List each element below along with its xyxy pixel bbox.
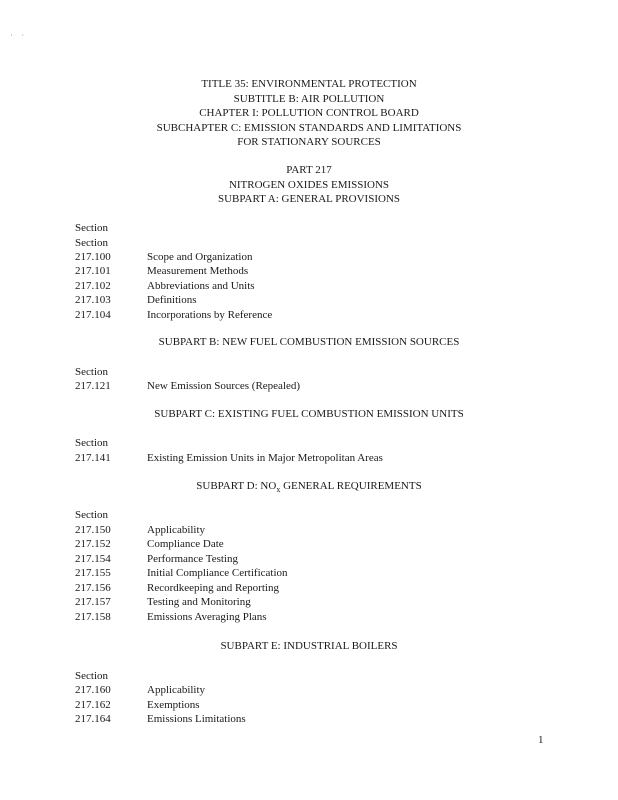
subpart-a-title: SUBPART A: GENERAL PROVISIONS: [218, 193, 400, 205]
subpart-b-title: SUBPART B: NEW FUEL COMBUSTION EMISSION SOURCES: [158, 336, 460, 348]
toc-entry: [0, 250, 618, 265]
section-number: 217.100: [75, 251, 111, 263]
toc-entry: [0, 279, 618, 294]
section-label-row: [0, 221, 618, 236]
section-name: Performance Testing: [147, 553, 238, 565]
section-number: 217.141: [75, 452, 111, 464]
toc-entry: [0, 552, 618, 567]
section-name: Abbreviations and Units: [147, 280, 255, 292]
section-label-row: [0, 365, 618, 380]
section-number: 217.101: [75, 265, 111, 277]
section-number: 217.121: [75, 380, 111, 392]
section-number: 217.104: [75, 309, 111, 321]
subchapter-line: SUBCHAPTER C: EMISSION STANDARDS AND LIMITATIONS: [156, 121, 462, 134]
section-name: Existing Emission Units in Major Metropolitan Areas: [147, 452, 383, 464]
section-label-row: [0, 669, 618, 684]
subtitle-line: SUBTITLE B: AIR POLLUTION: [233, 92, 385, 105]
subpart-c-title: SUBPART C: EXISTING FUEL COMBUSTION EMISSION UNITS: [154, 408, 464, 420]
section-name: Definitions: [147, 294, 197, 306]
document-header: [0, 77, 618, 150]
section-label: Section: [75, 222, 108, 234]
section-name: Compliance Date: [147, 538, 224, 550]
section-label: Section: [75, 366, 108, 378]
section-number: 217.154: [75, 553, 111, 565]
toc-entry: [0, 537, 618, 552]
toc-entry: [0, 451, 618, 466]
subpart-d-title-suffix: GENERAL REQUIREMENTS: [280, 480, 422, 492]
section-name: Incorporations by Reference: [147, 309, 273, 321]
section-label-row: [0, 508, 618, 523]
toc-entry: [0, 566, 618, 581]
toc-entry: [0, 264, 618, 279]
toc-entry: [0, 581, 618, 596]
section-label: Section: [75, 237, 108, 249]
toc-entry: [0, 293, 618, 308]
section-name: Measurement Methods: [147, 265, 249, 277]
toc-entry: [0, 523, 618, 538]
scan-speck: · ·: [10, 30, 28, 40]
section-label: Section: [75, 437, 108, 449]
section-name: Recordkeeping and Reporting: [147, 582, 279, 594]
section-label-row: [0, 236, 618, 251]
section-number: 217.156: [75, 582, 111, 594]
part-number: PART 217: [286, 164, 332, 176]
title-line: TITLE 35: ENVIRONMENTAL PROTECTION: [201, 78, 417, 90]
section-number: 217.160: [75, 684, 111, 696]
part-header: [0, 163, 618, 207]
section-number: 217.150: [75, 524, 111, 536]
part-title: NITROGEN OXIDES EMISSIONS: [228, 178, 390, 191]
section-number: 217.155: [75, 567, 111, 579]
section-number: 217.158: [75, 611, 111, 623]
section-name: Applicability: [147, 684, 206, 696]
section-name: Exemptions: [147, 699, 200, 711]
toc-entry: [0, 308, 618, 323]
section-label: Section: [75, 670, 108, 682]
section-number: 217.152: [75, 538, 111, 550]
section-number: 217.157: [75, 596, 111, 608]
section-number: 217.162: [75, 699, 111, 711]
section-number: 217.164: [75, 713, 111, 725]
section-name: Applicability: [147, 524, 206, 536]
toc-entry: [0, 698, 618, 713]
subchapter-line-2: FOR STATIONARY SOURCES: [237, 136, 381, 148]
chapter-line: CHAPTER I: POLLUTION CONTROL BOARD: [199, 107, 419, 119]
toc-entry: [0, 683, 618, 698]
toc-entry: [0, 595, 618, 610]
section-label: Section: [75, 509, 108, 521]
section-label-row: [0, 436, 618, 451]
section-number: 217.102: [75, 280, 111, 292]
subpart-d-title-prefix: SUBPART D: NO: [196, 480, 277, 492]
section-name: Scope and Organization: [147, 251, 253, 263]
section-name: Emissions Limitations: [147, 713, 246, 725]
section-name: Testing and Monitoring: [147, 596, 251, 608]
subpart-d-title: [0, 480, 618, 494]
section-name: New Emission Sources (Repealed): [147, 380, 301, 392]
page-number: 1: [538, 734, 544, 746]
subpart-e-title: SUBPART E: INDUSTRIAL BOILERS: [220, 640, 398, 652]
subpart-d-title-subscript: x: [276, 485, 281, 495]
toc-entry: [0, 610, 618, 625]
section-number: 217.103: [75, 294, 111, 306]
section-name: Initial Compliance Certification: [147, 567, 288, 579]
toc-entry: [0, 712, 618, 727]
toc-entry: [0, 379, 618, 394]
section-name: Emissions Averaging Plans: [147, 611, 267, 623]
